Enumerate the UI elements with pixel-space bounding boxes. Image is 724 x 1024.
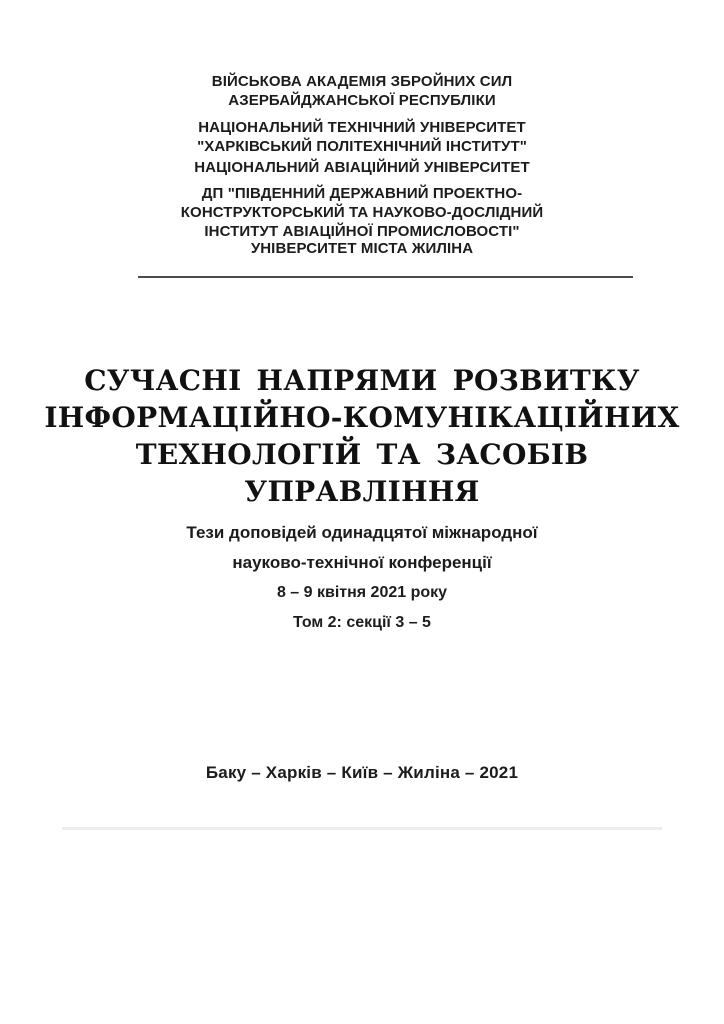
organization-kharkiv-polytechnic [0, 118, 724, 156]
organization-line: ВІЙСЬКОВА АКАДЕМІЯ ЗБРОЙНИХ СИЛ [211, 73, 513, 90]
conference-date: 8 – 9 квітня 2021 року [276, 584, 448, 601]
organization-line: АЗЕРБАЙДЖАНСЬКОЇ РЕСПУБЛІКИ [228, 92, 496, 109]
conference-title-line: ІНФОРМАЦІЙНО-КОМУНІКАЦІЙНИХ [44, 401, 680, 434]
organization-zilina-university [0, 239, 724, 258]
organization-line: ІНСТИТУТ АВІАЦІЙНОЇ ПРОМИСЛОВОСТІ" [204, 223, 520, 240]
conference-subtitle-line: Тези доповідей одинадцятої міжнародної [186, 523, 538, 542]
organization-military-academy [0, 72, 724, 110]
header-divider-line [138, 276, 633, 278]
volume-sections-info: Том 2: секції 3 – 5 [293, 614, 431, 631]
conference-subtitle-line: науково-технічної конференції [232, 553, 492, 572]
organization-line: УНІВЕРСИТЕТ МІСТА ЖИЛІНА [250, 240, 474, 257]
organization-line: "ХАРКІВСЬКИЙ ПОЛІТЕХНІЧНИЙ ІНСТИТУТ" [197, 138, 527, 155]
organization-design-institute [0, 184, 724, 241]
conference-title [0, 362, 724, 510]
organization-aviation-university [0, 158, 724, 177]
footer-divider-line [62, 827, 662, 830]
conference-title-line: УПРАВЛІННЯ [244, 475, 480, 508]
conference-title-line: СУЧАСНІ НАПРЯМИ РОЗВИТКУ [84, 364, 640, 397]
conference-title-line: ТЕХНОЛОГІЙ ТА ЗАСОБІВ [135, 438, 589, 471]
organization-line: КОНСТРУКТОРСЬКИЙ ТА НАУКОВО-ДОСЛІДНИЙ [180, 204, 544, 221]
organization-line: НАЦІОНАЛЬНИЙ АВІАЦІЙНИЙ УНІВЕРСИТЕТ [194, 159, 530, 176]
organization-line: ДП "ПІВДЕННИЙ ДЕРЖАВНИЙ ПРОЕКТНО- [201, 185, 523, 202]
imprint-cities-year: Баку – Харків – Київ – Жиліна – 2021 [205, 763, 519, 782]
organization-line: НАЦІОНАЛЬНИЙ ТЕХНІЧНИЙ УНІВЕРСИТЕТ [198, 119, 526, 136]
